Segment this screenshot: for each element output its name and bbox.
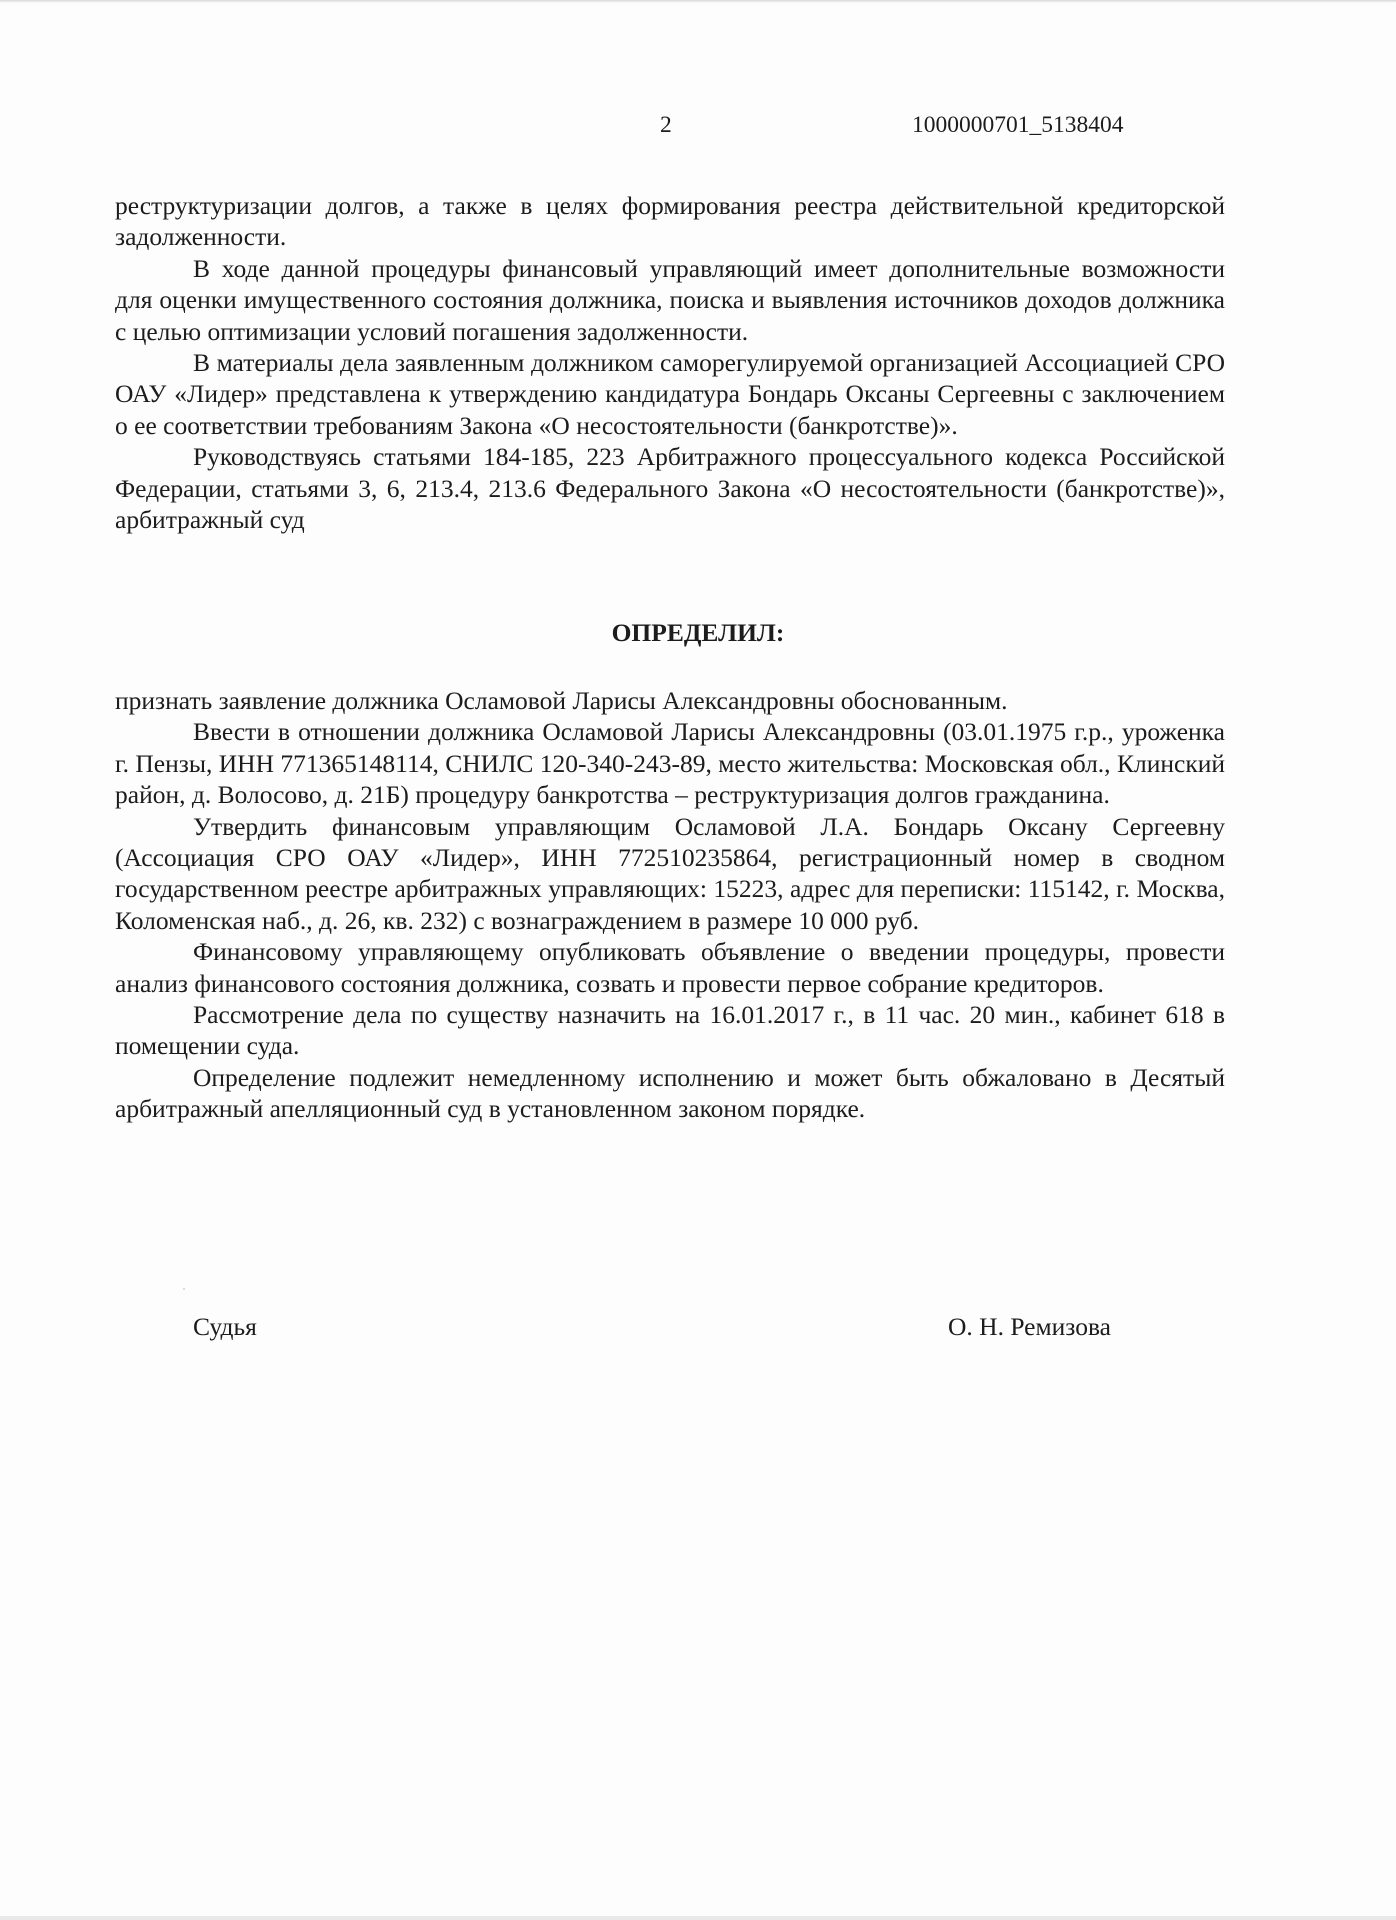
scan-bottom-edge bbox=[0, 1916, 1396, 1920]
ruling-item-introduce-procedure: Ввести в отношении должника Осламовой Ларисы Александровны (03.01.1975 г.р., уроженка г. Пензы, ИНН 771365148114, СНИЛС 120-340-243-89, место жительства: Московская обл., Клинский район, д. Волосово, д. 21Б) процедуру банкротства – реструктуризация долгов гражданина. bbox=[115, 717, 1225, 810]
paragraph-legal-basis: Руководствуясь статьями 184-185, 223 Арбитражного процессуального кодекса Российской Федерации, статьями 3, 6, 213.4, 213.6 Федерального Закона «О несостоятельности (банкротстве)», арбитражный суд bbox=[115, 442, 1225, 535]
ruling-heading: ОПРЕДЕЛИЛ: bbox=[611, 618, 785, 647]
scan-speck bbox=[183, 1288, 185, 1290]
ruling-item-manager-duties: Финансовому управляющему опубликовать объявление о введении процедуры, провести анализ финансового состояния должника, созвать и провести первое собрание кредиторов. bbox=[115, 937, 1225, 998]
page-header bbox=[0, 112, 1396, 146]
ruling-item-recognize: признать заявление должника Осламовой Ларисы Александровны обоснованным. bbox=[115, 686, 1008, 715]
ruling-text bbox=[115, 685, 1225, 1125]
signature-name: О. Н. Ремизова bbox=[948, 1312, 1111, 1341]
paragraph-candidate: В материалы дела заявленным должником саморегулируемой организацией Ассоциацией СРО ОАУ «Лидер» представлена к утверждению кандидатура Бондарь Оксаны Сергеевны с заключением о ее соответствии требованиям Закона «О несостоятельности (банкротстве)». bbox=[115, 348, 1225, 440]
ruling-item-appoint-manager: Утвердить финансовым управляющим Осламовой Л.А. Бондарь Оксану Сергеевну (Ассоциация СРО ОАУ «Лидер», ИНН 772510235864, регистрационный номер в сводном государственном реестре арбитражных управляющих: 15223, адрес для переписки: 115142, г. Москва, Коломенская наб., д. 26, кв. 232) с вознаграждением в размере 10 000 руб. bbox=[115, 811, 1225, 935]
signature-role: Судья bbox=[193, 1312, 257, 1341]
document-id: 1000000701_5138404 bbox=[912, 112, 1124, 138]
ruling-item-hearing-date: Рассмотрение дела по существу назначить на 16.01.2017 г., в 11 час. 20 мин., кабинет 618 в помещении суда. bbox=[115, 1000, 1225, 1061]
paragraph-continuation: реструктуризации долгов, а также в целях формирования реестра действительной кредиторской задолженности. bbox=[115, 191, 1225, 252]
page-number: 2 bbox=[660, 112, 672, 138]
scan-top-edge bbox=[0, 0, 1396, 3]
ruling-item-appeal: Определение подлежит немедленному исполнению и может быть обжаловано в Десятый арбитражный апелляционный суд в установленном законом порядке. bbox=[115, 1062, 1225, 1124]
body-text bbox=[115, 190, 1225, 535]
paragraph-procedure: В ходе данной процедуры финансовый управляющий имеет дополнительные возможности для оценки имущественного состояния должника, поиска и выявления источников доходов должника с целью оптимизации условий погашения задолженности. bbox=[115, 253, 1225, 346]
